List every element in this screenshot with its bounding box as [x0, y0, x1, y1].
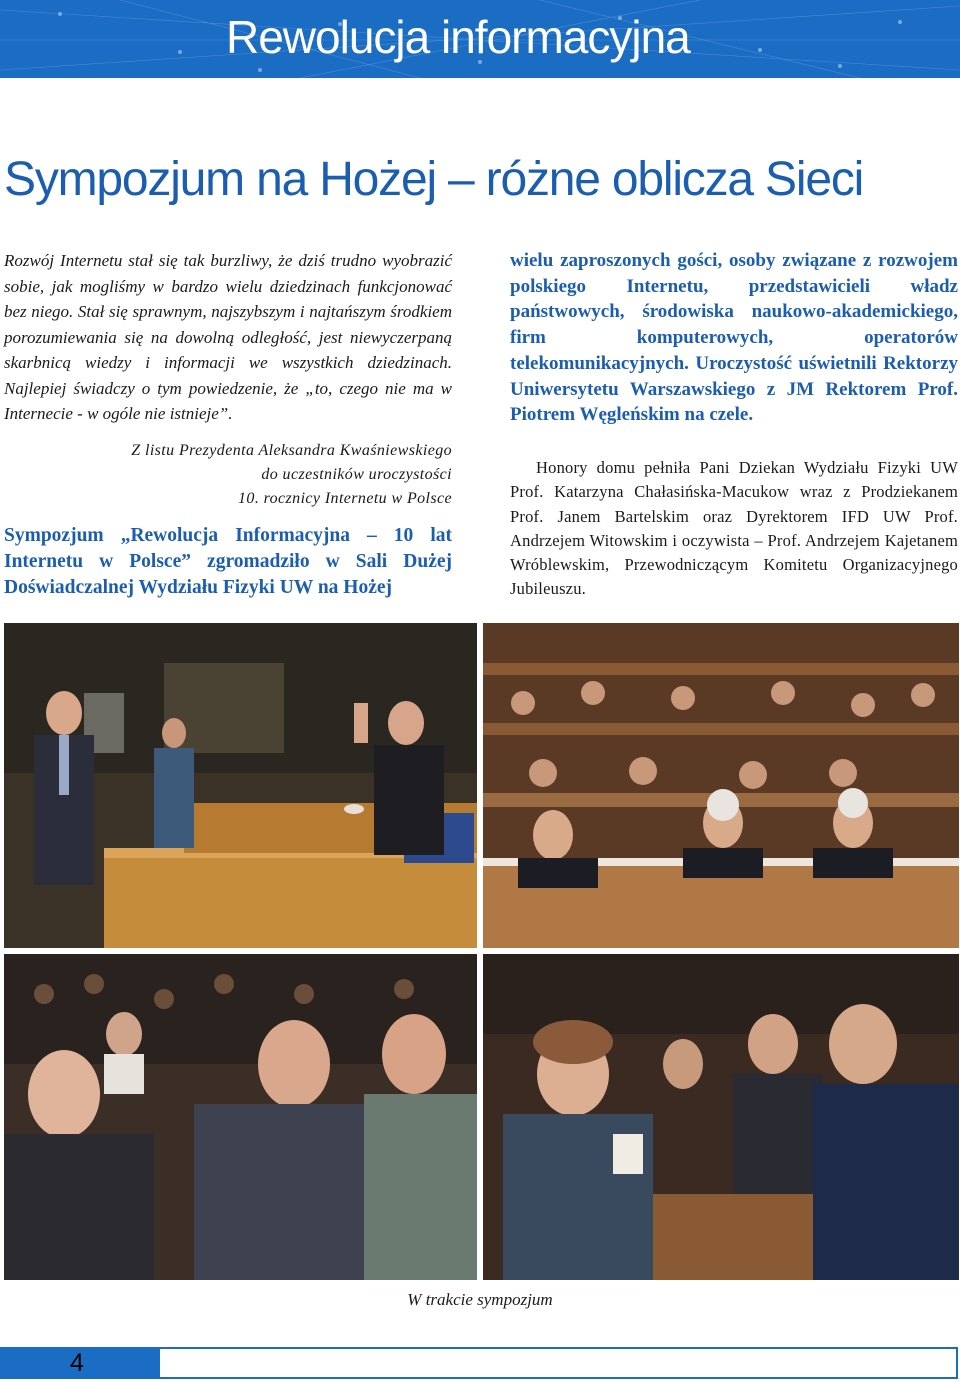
photo-guests — [4, 954, 477, 1280]
page-number: 4 — [70, 1349, 84, 1377]
lead-paragraph: Sympozjum „Rewolucja Informacyjna – 10 lat Internetu w Polsce” zgromadziło w Sali Dużej Doświadczalnej Wydziału Fizyki UW na Hożej — [4, 524, 452, 598]
photo-caption: W trakcie sympozjum — [407, 1290, 553, 1309]
honors-paragraph: Honory domu pełniła Pani Dziekan Wydziału Fizyki UW Prof. Katarzyna Chałasińska-Macukow wraz z Prodziekanem Prof. Janem Bartelskim oraz Dyrektorem IFD UW Prof. Andrzejem Witowskim i oczywista – Prof. Andrzejem Kajetanem Wróblewskim, Przewodniczącym Komitetu Organizacyjnego Jubileuszu. — [510, 457, 958, 599]
right-column — [510, 248, 958, 602]
section-title: Rewolucja informacyjna — [226, 11, 690, 63]
lead-paragraph-continued: wielu zaproszonych gości, osoby związane z rozwojem polskiego Internetu, przedstawicieli władz państwowych, środowiska naukowo-akademickiego, firm komputerowych, operatorów telekomunikacyjnych. Uroczystość uświetnili Rektorzy Uniwersytetu Warszawskiego z JM Rektorem Prof. Piotrem Węgleńskim na czele. — [510, 250, 958, 426]
section-header-bar — [0, 0, 960, 78]
photo-speakers — [4, 623, 477, 948]
quote-source — [4, 439, 452, 511]
left-column — [4, 248, 452, 601]
footer-rule — [160, 1347, 958, 1379]
quote-source-line: do uczestników uroczystości — [261, 465, 452, 483]
quote-source-line: Z listu Prezydenta Aleksandra Kwaśniewskiego — [131, 441, 452, 459]
intro-paragraph: Rozwój Internetu stał się tak burzliwy, że dziś trudno wyobrazić sobie, jak mogliśmy w bardzo wielu dziedzinach funkcjonować bez niego. Stał się sprawnym, najszybszym i najtańszym środkiem porozumiewania się na dowolną odległość, jest niewyczerpaną skarbnicą wiedzy i informacji we wszystkich dziedzinach. Najlepiej świadczy o tym powiedzenie, że „to, czego nie ma w Internecie - w ogóle nie istnieje”. — [4, 251, 452, 423]
article-title: Sympozjum na Hożej – różne oblicza Sieci — [4, 153, 864, 206]
page-footer — [0, 1347, 960, 1379]
photo-audience — [483, 623, 959, 948]
page-number-box — [0, 1347, 160, 1379]
quote-source-line: 10. rocznicy Internetu w Polsce — [238, 489, 452, 507]
photo-conversation — [483, 954, 959, 1280]
